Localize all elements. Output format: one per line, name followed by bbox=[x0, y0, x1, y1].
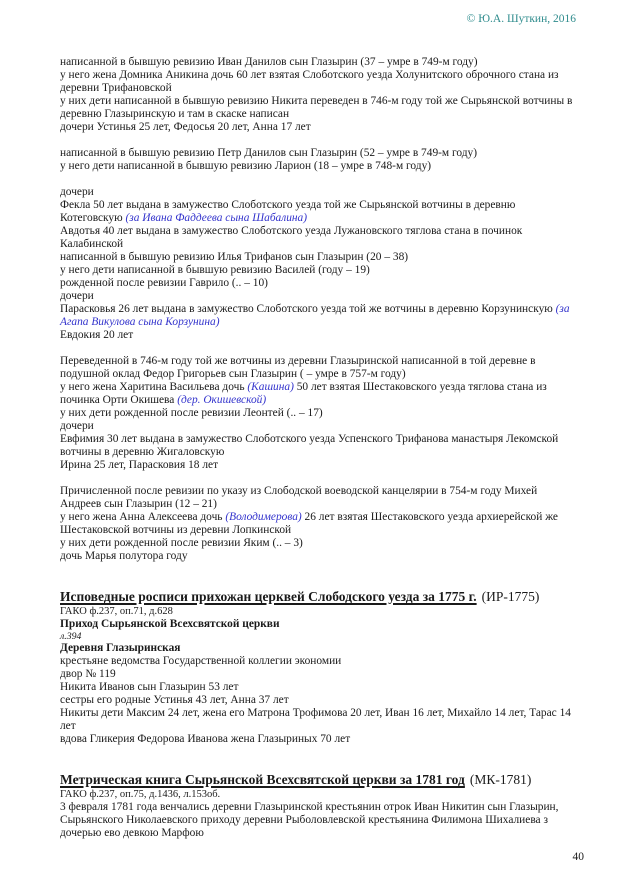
fedor-wife-text-2: 50 лет взятая Шестаковского уезда тяглова стана из починка Орти Окишева bbox=[60, 381, 547, 406]
record-line-fedor-wife bbox=[60, 381, 576, 407]
record-line-vasiley: у него дети написанной в бывшую ревизию Василей (году – 19) bbox=[60, 264, 370, 276]
blank-line bbox=[60, 472, 576, 485]
village-name: Деревня Глазыринская bbox=[60, 642, 181, 654]
record-line-fekla bbox=[60, 199, 576, 225]
fedor-wife-annotation-2: (дер. Окишевской) bbox=[177, 394, 267, 406]
fekla-annotation: (за Ивана Фаддеева сына Шабалина) bbox=[125, 212, 308, 224]
daughters-label: дочери bbox=[60, 420, 94, 432]
fedor-wife-annotation-1: (Кашина) bbox=[247, 381, 294, 393]
record-line-ilya: написанной в бывшую ревизию Илья Трифанов сын Глазырин (20 – 38) bbox=[60, 251, 409, 263]
mk1781-section bbox=[60, 771, 576, 840]
record-line-wedding: 3 февраля 1781 года венчались деревни Глазыринской крестьянин отрок Иван Никитин сын Глазырин, Сырьянского Николаевского приходу деревни Рыболовлевской крестьянина Филимона Шихалиева з дочерью ево девкою Марфою bbox=[60, 801, 559, 839]
mikhey-wife-text-2: 26 лет взятая Шестаковского уезда архиерейской же Шестаковской вотчины из деревни Лопкинской bbox=[60, 511, 558, 536]
record-line-mikhey: Причисленной после ревизии по указу из Слободской воеводской канцелярии в 754-м году Михей Андреев сын Глазырин (12 – 21) bbox=[60, 485, 538, 510]
record-line-ivan-daughters: дочери Устинья 25 лет, Федосья 20 лет, Анна 17 лет bbox=[60, 121, 311, 133]
record-line-petr-children: у него дети написанной в бывшую ревизию Ларион (18 – умре в 748-м году) bbox=[60, 160, 432, 172]
record-line-nikita: Никита Иванов сын Глазырин 53 лет bbox=[60, 681, 239, 693]
record-line-mikhey-wife bbox=[60, 511, 576, 537]
record-line-gavrilo: рожденной после ревизии Гаврило (.. – 10) bbox=[60, 277, 268, 289]
page-number: 40 bbox=[572, 851, 584, 863]
paraskovya-annotation: (за Агапа Викулова сына Корзунина) bbox=[60, 303, 570, 328]
record-line-irina: Ирина 25 лет, Парасковия 18 лет bbox=[60, 459, 219, 471]
ir1775-code: (ИР-1775) bbox=[481, 589, 540, 604]
mikhey-wife-text-1: у него жена Анна Алексеева дочь bbox=[60, 511, 226, 523]
record-line-widow: вдова Гликерия Федорова Иванова жена Глазыриных 70 лет bbox=[60, 733, 351, 745]
revision-records-section bbox=[60, 56, 576, 563]
mk1781-title: Метрическая книга Сырьянской Всехсвятской церкви за 1781 год bbox=[60, 772, 465, 787]
record-line-evdokia: Евдокия 20 лет bbox=[60, 329, 134, 341]
record-line-ivan-children: у них дети написанной в бывшую ревизию Никита переведен в 746-м году той же Сырьянской вотчины в деревню Глазыринскую и там в скаске написан bbox=[60, 95, 573, 120]
paraskovya-text: Парасковья 26 лет выдана в замужество Слоботского уезда той же вотчины в деревню Корзунинскую bbox=[60, 303, 556, 315]
ir1775-section bbox=[60, 588, 576, 746]
record-line-nikita-children: Никиты дети Максим 24 лет, жена его Матрона Трофимова 20 лет, Иван 16 лет, Михайло 14 лет, Тарас 14 лет bbox=[60, 707, 571, 732]
mk1781-archive-reference: ГАКО ф.237, оп.75, д.1436, л.153об. bbox=[60, 789, 221, 800]
ir1775-section-heading bbox=[60, 588, 576, 605]
daughters-label: дочери bbox=[60, 186, 94, 198]
record-line-yakim: у них дети рожденной после ревизии Яким (.. – 3) bbox=[60, 537, 303, 549]
mikhey-wife-annotation: (Володимерова) bbox=[225, 511, 302, 523]
record-line-ivan-wife: у него жена Домника Аникина дочь 60 лет взятая Слоботского уезда Холунитского оброчного стана из деревни Трифановской bbox=[60, 69, 559, 94]
record-line-leontey: у них дети рожденной после ревизии Леонтей (.. – 17) bbox=[60, 407, 323, 419]
daughters-label: дочери bbox=[60, 290, 94, 302]
fekla-text: Фекла 50 лет выдана в замужество Слоботского уезда той же Сырьянской вотчины в деревню Котеговскую bbox=[60, 199, 516, 224]
fedor-wife-text-1: у него жена Харитина Васильева дочь bbox=[60, 381, 248, 393]
ir1775-archive-reference: ГАКО ф.237, оп.71, д.628 bbox=[60, 606, 173, 617]
blank-line bbox=[60, 173, 576, 186]
record-line-marya: дочь Марья полутора году bbox=[60, 550, 188, 562]
mk1781-section-heading bbox=[60, 771, 576, 788]
record-line-ivan: написанной в бывшую ревизию Иван Данилов сын Глазырин (37 – умре в 749-м году) bbox=[60, 56, 478, 68]
record-line-fedor: Переведенной в 746-м году той же вотчины из деревни Глазыринской написанной в той деревне в подушной оклад Федор Григорьев сын Глазырин ( – умре в 757-м году) bbox=[60, 355, 536, 380]
blank-line bbox=[60, 342, 576, 355]
record-line-peasants: крестьяне ведомства Государственной коллегии экономии bbox=[60, 655, 342, 667]
record-line-paraskovya bbox=[60, 303, 576, 329]
record-line-household: двор № 119 bbox=[60, 668, 116, 680]
record-line-petr: написанной в бывшую ревизию Петр Данилов сын Глазырин (52 – умре в 749-м году) bbox=[60, 147, 478, 159]
folio-reference: л.394 bbox=[60, 631, 82, 642]
record-line-evfimia: Евфимия 30 лет выдана в замужество Слоботского уезда Успенского Трифанова манастыря Лекомской вотчины в деревню Жигаловскую bbox=[60, 433, 559, 458]
ir1775-title: Исповедные росписи прихожан церквей Слободского уезда за 1775 г. bbox=[60, 589, 477, 604]
blank-line bbox=[60, 134, 576, 147]
record-line-sisters: сестры его родные Устинья 43 лет, Анна 37 лет bbox=[60, 694, 289, 706]
copyright-notice: © Ю.А. Шуткин, 2016 bbox=[466, 13, 576, 25]
mk1781-code: (МК-1781) bbox=[469, 772, 532, 787]
parish-name: Приход Сырьянской Всехсвятской церкви bbox=[60, 618, 280, 630]
record-line-avdotya: Авдотья 40 лет выдана в замужество Слоботского уезда Лужановского тяглова стана в починок Калабинской bbox=[60, 225, 523, 250]
